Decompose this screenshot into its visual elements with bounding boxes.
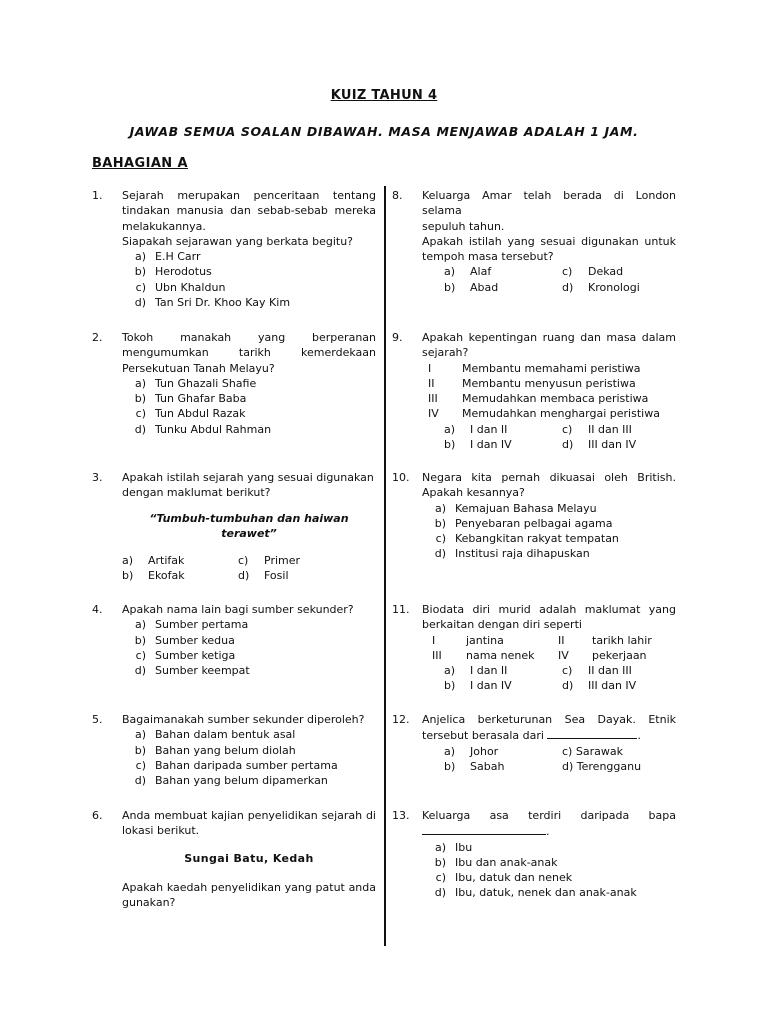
question-text: Bagaimanakah sumber sekunder diperoleh? xyxy=(122,713,365,726)
question-number: 9. xyxy=(392,331,403,344)
question-text: Anda membuat kajian penyelidikan sejarah di xyxy=(122,809,376,822)
question-text: Apakah nama lain bagi sumber sekunder? xyxy=(122,603,354,616)
answer-option: b) Tun Ghafar Baba xyxy=(134,392,247,406)
question-text: berkaitan dengan diri seperti xyxy=(422,618,582,632)
quiz-title: KUIZ TAHUN 4 xyxy=(330,88,438,103)
answer-option: c) II dan III xyxy=(562,664,632,678)
answer-option: b) Ibu dan anak-anak xyxy=(434,855,558,869)
answer-option: a) I dan II xyxy=(444,664,508,678)
answer-option: d) Sumber keempat xyxy=(134,664,250,678)
question-text: tersebut berasala dari . xyxy=(422,729,641,743)
answer-option: b) Sabah xyxy=(444,759,505,773)
question-5 xyxy=(92,712,376,788)
question-text: lokasi berikut. xyxy=(122,824,200,838)
answer-option: a) Ibu xyxy=(434,840,473,854)
question-text: Keluarga asa terdiri daripada bapa xyxy=(422,809,676,822)
question-text: Apakah istilah sejarah yang sesuai digunakan xyxy=(122,471,374,484)
question-text: sejarah? xyxy=(422,346,469,360)
answer-option: b) Bahan yang belum diolah xyxy=(134,743,296,757)
answer-option: a) Alaf xyxy=(444,265,492,279)
answer-option: b) Penyebaran pelbagai agama xyxy=(434,516,613,530)
question-text: Apakah kepentingan ruang dan masa dalam xyxy=(422,331,676,344)
answer-option: c) Bahan daripada sumber pertama xyxy=(135,758,338,772)
question-6 xyxy=(92,808,376,910)
question-8 xyxy=(392,188,676,295)
question-text: Sejarah merupakan penceritaan tentang xyxy=(122,189,376,202)
answer-option: c) Ibu, datuk dan nenek xyxy=(435,871,573,885)
question-text: Anjelica berketurunan Sea Dayak. Etnik xyxy=(422,713,676,726)
section-heading: BAHAGIAN A xyxy=(92,156,188,171)
answer-option: c) II dan III xyxy=(562,422,632,436)
answer-option: c) Sarawak xyxy=(562,744,623,758)
answer-option: a) Artifak xyxy=(122,554,185,568)
question-number: 6. xyxy=(92,809,103,822)
question-11 xyxy=(392,602,676,694)
question-text: Negara kita pernah dikuasai oleh British. xyxy=(422,471,676,484)
answer-option: b) Ekofak xyxy=(122,569,185,583)
statement-item: IV Memudahkan menghargai peristiwa xyxy=(428,407,660,421)
question-text: Biodata diri murid adalah maklumat yang xyxy=(422,603,676,616)
question-12 xyxy=(392,712,676,774)
question-text: tempoh masa tersebut? xyxy=(422,250,554,264)
question-text: melakukannya. xyxy=(122,219,206,233)
answer-option: d) III dan IV xyxy=(562,438,637,452)
statement-item: II Membantu menyusun peristiwa xyxy=(428,376,636,390)
question-number: 2. xyxy=(92,331,103,344)
answer-option: c) Dekad xyxy=(562,265,624,279)
question-number: 3. xyxy=(92,471,103,484)
statement-item: IV pekerjaan xyxy=(558,648,647,662)
answer-option: c) Tun Abdul Razak xyxy=(135,407,246,421)
answer-option: b) I dan IV xyxy=(444,679,512,693)
answer-option: b) Abad xyxy=(444,280,499,294)
question-text: Apakah kesannya? xyxy=(422,486,525,500)
question-text: . xyxy=(422,823,676,839)
column-divider xyxy=(384,186,386,946)
question-number: 13. xyxy=(392,809,410,822)
statement-item: I Membantu memahami peristiwa xyxy=(428,361,641,375)
answer-option: d) Kronologi xyxy=(562,280,640,294)
question-9 xyxy=(392,330,676,452)
answer-option: d) Bahan yang belum dipamerkan xyxy=(134,774,328,788)
answer-option: c) Ubn Khaldun xyxy=(135,280,226,294)
question-text: sepuluh tahun. xyxy=(422,219,505,233)
statement-item: II tarikh lahir xyxy=(558,633,652,647)
question-text: dengan maklumat berikut? xyxy=(122,486,271,500)
answer-option: d) Tunku Abdul Rahman xyxy=(134,422,272,436)
question-13 xyxy=(392,808,676,901)
answer-option: b) Sumber kedua xyxy=(134,633,235,647)
answer-option: d) Terengganu xyxy=(562,759,642,773)
answer-option: a) E.H Carr xyxy=(134,250,201,264)
question-text: Persekutuan Tanah Melayu? xyxy=(122,361,275,375)
question-number: 4. xyxy=(92,603,103,616)
question-number: 10. xyxy=(392,471,410,484)
answer-blank xyxy=(547,727,637,739)
location-label: Sungai Batu, Kedah xyxy=(184,851,314,865)
statement-item: III Memudahkan membaca peristiwa xyxy=(428,392,649,406)
answer-option: a) Tun Ghazali Shafie xyxy=(134,376,257,390)
question-4 xyxy=(92,602,376,678)
answer-option: d) Institusi raja dihapuskan xyxy=(434,547,590,561)
question-number: 1. xyxy=(92,189,103,202)
question-text: Keluarga Amar telah berada di London selama xyxy=(422,189,676,218)
question-text: gunakan? xyxy=(122,896,176,910)
quoted-statement: “Tumbuh-tumbuhan dan haiwan terawet” xyxy=(149,511,349,540)
question-3 xyxy=(92,470,376,584)
answer-option: a) Bahan dalam bentuk asal xyxy=(134,728,296,742)
answer-option: b) Herodotus xyxy=(134,265,212,279)
answer-option: d) Fosil xyxy=(238,569,289,583)
question-text: mengumumkan tarikh kemerdekaan xyxy=(122,346,376,360)
answer-option: d) Tan Sri Dr. Khoo Kay Kim xyxy=(134,296,291,310)
question-1 xyxy=(92,188,376,310)
question-text: Apakah istilah yang sesuai digunakan untuk xyxy=(422,234,676,248)
answer-option: a) Johor xyxy=(444,744,499,758)
statement-item: III nama nenek xyxy=(432,648,535,662)
question-text: tindakan manusia dan sebab-sebab mereka xyxy=(122,204,376,218)
question-text: Tokoh manakah yang berperanan xyxy=(122,331,376,344)
answer-option: d) III dan IV xyxy=(562,679,637,693)
question-10 xyxy=(392,470,676,562)
answer-option: b) I dan IV xyxy=(444,438,512,452)
statement-item: I jantina xyxy=(432,633,504,647)
question-number: 5. xyxy=(92,713,103,726)
answer-option: d) Ibu, datuk, nenek dan anak-anak xyxy=(434,886,637,900)
question-2 xyxy=(92,330,376,437)
answer-option: c) Primer xyxy=(238,554,301,568)
answer-option: c) Sumber ketiga xyxy=(135,648,236,662)
question-number: 12. xyxy=(392,713,410,726)
question-text: Siapakah sejarawan yang berkata begitu? xyxy=(122,234,354,248)
answer-option: a) I dan II xyxy=(444,422,508,436)
answer-option: c) Kebangkitan rakyat tempatan xyxy=(435,532,619,546)
answer-blank xyxy=(422,823,546,835)
question-number: 11. xyxy=(392,603,410,616)
answer-option: a) Sumber pertama xyxy=(134,618,249,632)
question-text: Apakah kaedah penyelidikan yang patut anda xyxy=(122,880,376,894)
question-number: 8. xyxy=(392,189,403,202)
instruction-text: JAWAB SEMUA SOALAN DIBAWAH. MASA MENJAWAB ADALAH 1 JAM. xyxy=(129,124,639,139)
answer-option: a) Kemajuan Bahasa Melayu xyxy=(434,501,597,515)
